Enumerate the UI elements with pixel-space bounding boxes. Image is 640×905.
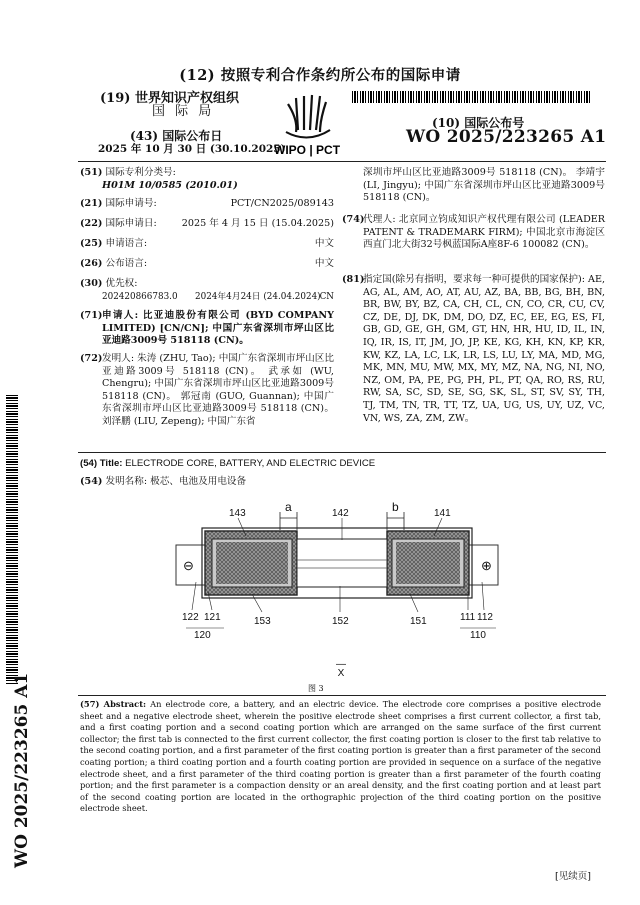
diagram-label-121: 121	[204, 612, 221, 623]
diagram-label-152: 152	[332, 616, 349, 627]
diagram-label-142: 142	[332, 508, 349, 519]
pubdate: 2025 年 10 月 30 日 (30.10.2025)	[98, 143, 286, 155]
field-26: (26) 公布语言: 中文	[80, 258, 334, 269]
diagram-label-141: 141	[434, 508, 451, 519]
field-30: (30) 优先权: 202420866783.0 2024年4月24日 (24.04.2024) CN	[80, 278, 334, 302]
field-74: (74) 代理人: 北京同立钧成知识产权代理有限公司 (LEADER PATENT & TRADEMARK FIRM); 中国北京市海淀区西直门北大街32号枫蓝国际A座8F-6 100082 (CN)。	[342, 214, 605, 251]
side-barcode	[6, 395, 18, 685]
figure-label: 图 3	[308, 684, 324, 693]
org-line1: (19) 世界知识产权组织	[100, 91, 239, 106]
titles-rule	[78, 452, 606, 453]
org-line2: 国 际 局	[152, 104, 215, 119]
side-pub-number: WO 2025/223265 A1	[12, 672, 32, 868]
pubno-label: (10) 国际公布号	[432, 116, 525, 130]
field-25: (25) 申请语言: 中文	[80, 238, 334, 249]
abstract-rule	[78, 695, 606, 696]
diagram-label-110: 110	[470, 630, 486, 641]
pubno: WO 2025/223265 A1	[406, 127, 607, 147]
wipo-text: WIPO | PCT	[274, 143, 341, 157]
diagram-label-122: 122	[182, 612, 199, 623]
continued-note: [见续页]	[555, 871, 591, 882]
pubdate-label: (43) 国际公布日	[130, 129, 223, 143]
field-71: (71) 申请人: 比亚迪股份有限公司 (BYD COMPANY LIMITED) [CN/CN]; 中国广东省深圳市坪山区比亚迪路3009号 518118 (CN)。	[80, 310, 334, 347]
electrode-diagram	[172, 500, 502, 660]
header-rule	[78, 161, 606, 162]
section-mark: — X	[336, 659, 346, 679]
top-barcode	[352, 91, 590, 103]
field-72-cont: 深圳市坪山区比亚迪路3009号 518118 (CN)。 李靖宇 (LI, Jingyu); 中国广东省深圳市坪山区比亚迪路3009号 518118 (CN)。	[363, 167, 605, 204]
abstract: (57) Abstract: An electrode core, a battery, and an electric device. The electrode core comprises a positive electrode sheet and a negative electrode sheet, wherein the positive electrode sheet comprises a first current collector, a first tab, and a first coating portion and a second coating portion which are arranged on the same surface of the first current collector; the first tab is connected to the first current collector, the first coating portion is closer to the first tab relative to the second coating portion, and a first parameter of the first coating portion is greater than a first parameter of the second coating portion; a third coating portion and a fourth coating portion are provided in sequence on a surface of the negative electrode sheet, and a first parameter of the third coating portion is greater than a first parameter of the fourth coating portion; and the first parameter is a compaction density or an areal density, and the first coating portion and at least part of the second coating portion are located in the orthographic projection of the third coating portion on the positive electrode sheet.	[80, 699, 601, 814]
diagram-label-a: a	[285, 500, 292, 514]
field-81: (81) 指定国(除另有指明，要求每一种可提供的国家保护): AE, AG, AL, AM, AO, AT, AU, AZ, BA, BB, BG, BH, BN, BR, BW, BY, BZ, CA, CH, CL, CN, CO, CR, CU, CV, CZ, DE, DJ, DK, DM, DO, DZ, EC, EE, EG, ES, FI, GB, GD, GE, GH, GM, GT, HN, HR, HU, ID, IL, IN, IQ, IR, IS, IT, JM, JO, JP, KE, KG, KH, KN, KP, KR, KW, KZ, LA, LC, LK, LR, LS, LU, LY, MA, MD, MG, MK, MN, MU, MW, MX, MY, MZ, NA, NG, NI, NO, NZ, OM, PA, PE, PG, PH, PL, PT, QA, RO, RS, RU, RW, SA, SC, SD, SE, SG, SK, SL, ST, SV, SY, TH, TJ, TM, TN, TR, TT, TZ, UA, UG, US, UY, UZ, VC, VN, WS, ZA, ZM, ZW。	[342, 274, 605, 424]
field-51: (51) 国际专利分类号: H01M 10/0585 (2010.01)	[80, 167, 238, 191]
diagram-label-120: 120	[194, 630, 211, 641]
diagram-label-143: 143	[229, 508, 246, 519]
diagram-label-112: 112	[477, 612, 493, 623]
document-title: (12) 按照专利合作条约所公布的国际申请	[179, 67, 461, 84]
diagram-label-b: b	[392, 500, 399, 514]
wipo-logo-icon	[268, 92, 358, 158]
field-21: (21) 国际申请号: PCT/CN2025/089143	[80, 198, 334, 209]
title-cn: (54) 发明名称: 极芯、电池及用电设备	[80, 476, 247, 487]
field-72: (72) 发明人: 朱涛 (ZHU, Tao); 中国广东省深圳市坪山区比亚迪路3009号 518118 (CN)。 武承如 (WU, Chengru); 中国广东省深圳市坪山区比亚迪路3009号 518118 (CN)。 郭冠南 (GUO, Guannan); 中国广东省深圳市坪山区比亚迪路3009号 518118 (CN)。 刘泽鹏 (LIU, Zepeng); 中国广东省	[80, 353, 334, 427]
diagram-label-153: 153	[254, 616, 271, 627]
diagram-label-151: 151	[410, 616, 427, 627]
minus-terminal-icon: ⊖	[183, 558, 194, 573]
diagram-label-111: 111	[460, 612, 476, 623]
field-22: (22) 国际申请日: 2025 年 4 月 15 日 (15.04.2025)	[80, 218, 334, 229]
title-en: (54) Title: ELECTRODE CORE, BATTERY, AND ELECTRIC DEVICE	[80, 458, 376, 469]
plus-terminal-icon: ⊕	[481, 558, 492, 573]
